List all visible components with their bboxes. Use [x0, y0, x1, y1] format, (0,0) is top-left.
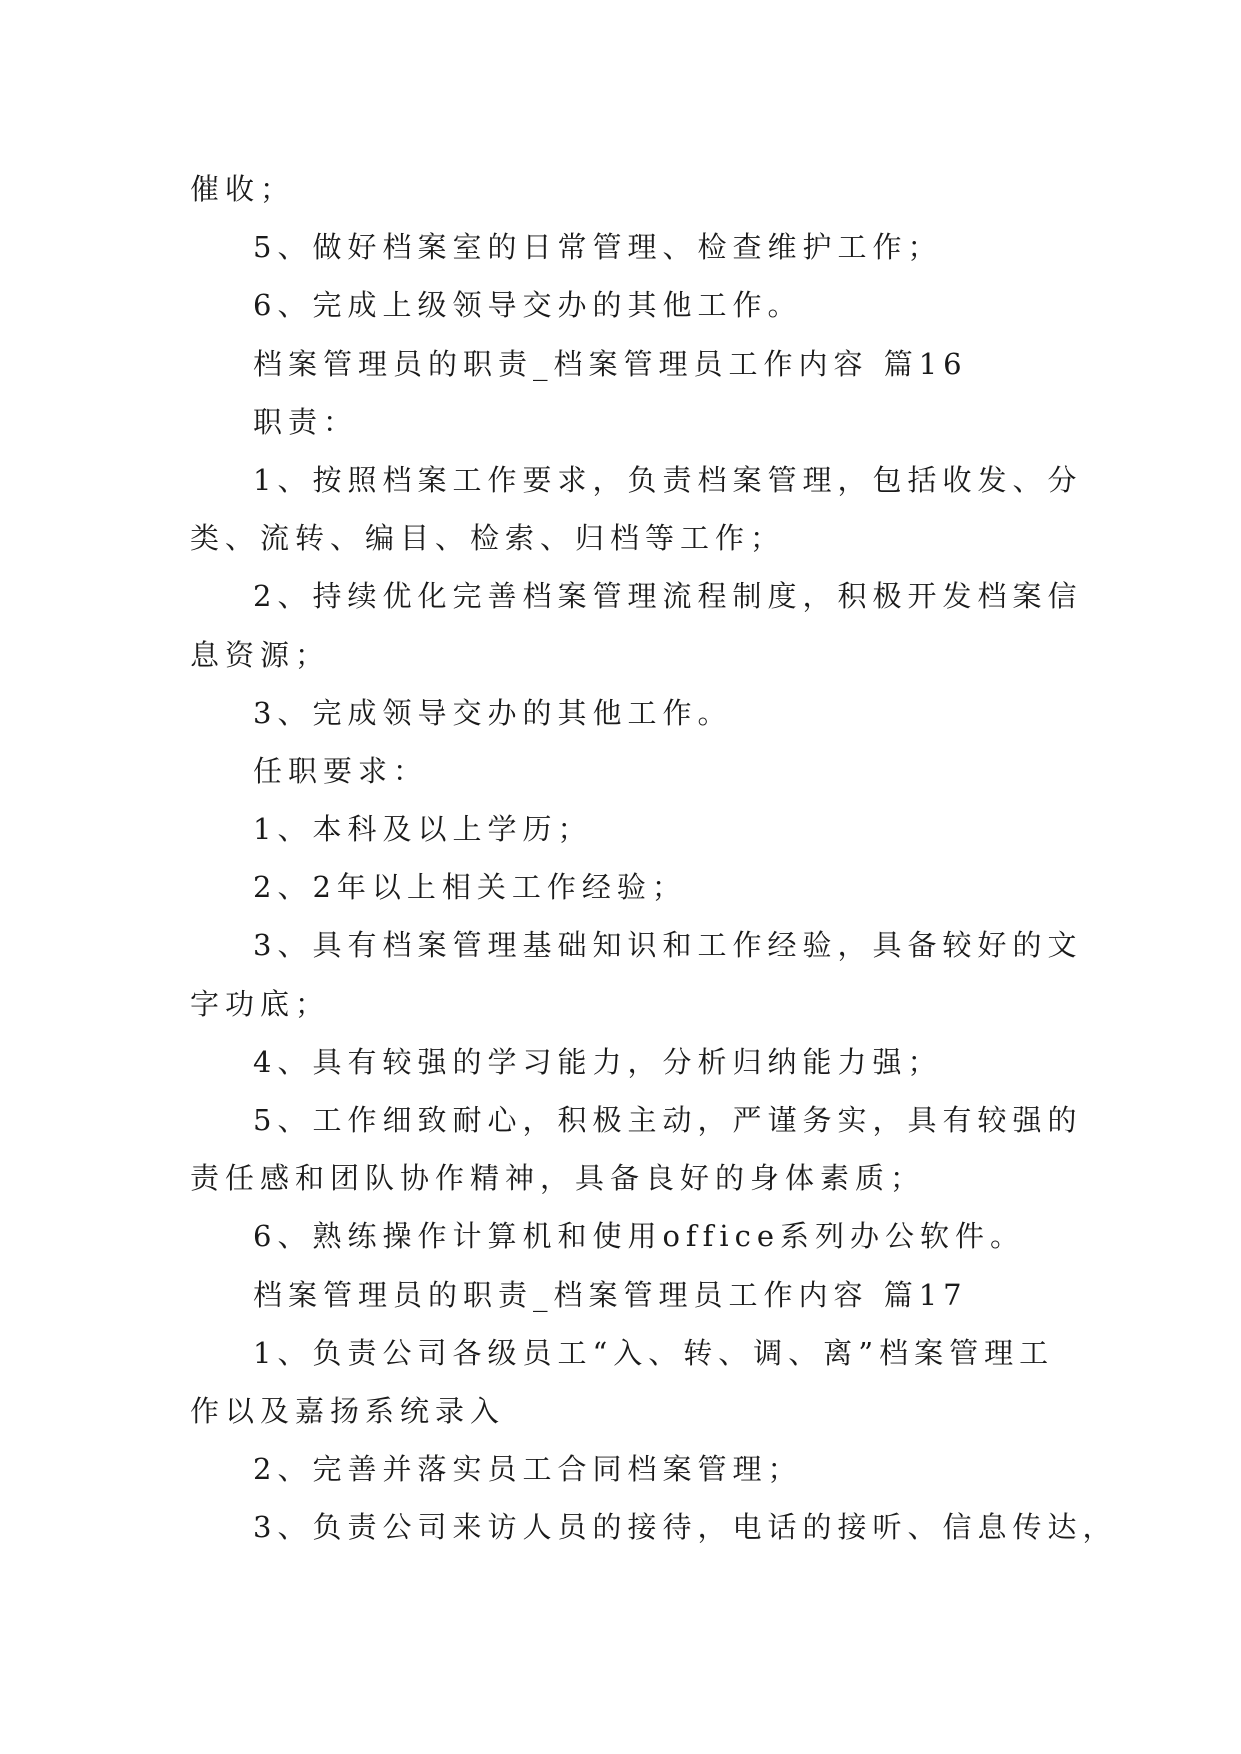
paragraph-line: 6、熟练操作计算机和使用office系列办公软件。	[253, 1219, 1026, 1254]
paragraph-line: 1、负责公司各级员工“入、转、调、离”档案管理工	[253, 1335, 1055, 1370]
document-page	[190, 160, 1118, 1557]
paragraph-line: 3、具有档案管理基础知识和工作经验，具备较好的文	[253, 928, 1083, 963]
paragraph-line: 2、持续优化完善档案管理流程制度，积极开发档案信	[253, 579, 1083, 614]
paragraph-line: 4、具有较强的学习能力，分析归纳能力强；	[253, 1044, 943, 1079]
paragraph-line: 字功底；	[190, 986, 331, 1021]
paragraph-line: 6、完成上级领导交办的其他工作。	[253, 288, 803, 323]
section-heading: 档案管理员的职责_档案管理员工作内容 篇16	[253, 346, 968, 381]
paragraph-line: 责任感和团队协作精神，具备良好的身体素质；	[190, 1161, 926, 1196]
paragraph-line: 1、本科及以上学历；	[253, 812, 593, 847]
paragraph-line: 5、做好档案室的日常管理、检查维护工作；	[253, 230, 943, 265]
subheading: 职责：	[253, 404, 359, 439]
paragraph-line: 类、流转、编目、检索、归档等工作；	[190, 521, 786, 556]
paragraph-line: 息资源；	[190, 637, 331, 672]
paragraph-line: 1、按照档案工作要求，负责档案管理，包括收发、分	[253, 462, 1083, 497]
paragraph-line: 3、负责公司来访人员的接待，电话的接听、信息传达，	[253, 1510, 1118, 1545]
paragraph-line: 作以及嘉扬系统录入	[190, 1393, 506, 1428]
paragraph-line: 3、完成领导交办的其他工作。	[253, 695, 733, 730]
paragraph-line: 5、工作细致耐心，积极主动，严谨务实，具有较强的	[253, 1103, 1083, 1137]
paragraph-line: 催收；	[190, 172, 296, 206]
section-heading: 档案管理员的职责_档案管理员工作内容 篇17	[253, 1277, 968, 1312]
paragraph-line: 2、2年以上相关工作经验；	[253, 870, 687, 905]
paragraph-line: 2、完善并落实员工合同档案管理；	[253, 1452, 803, 1487]
subheading: 任职要求：	[253, 753, 429, 788]
